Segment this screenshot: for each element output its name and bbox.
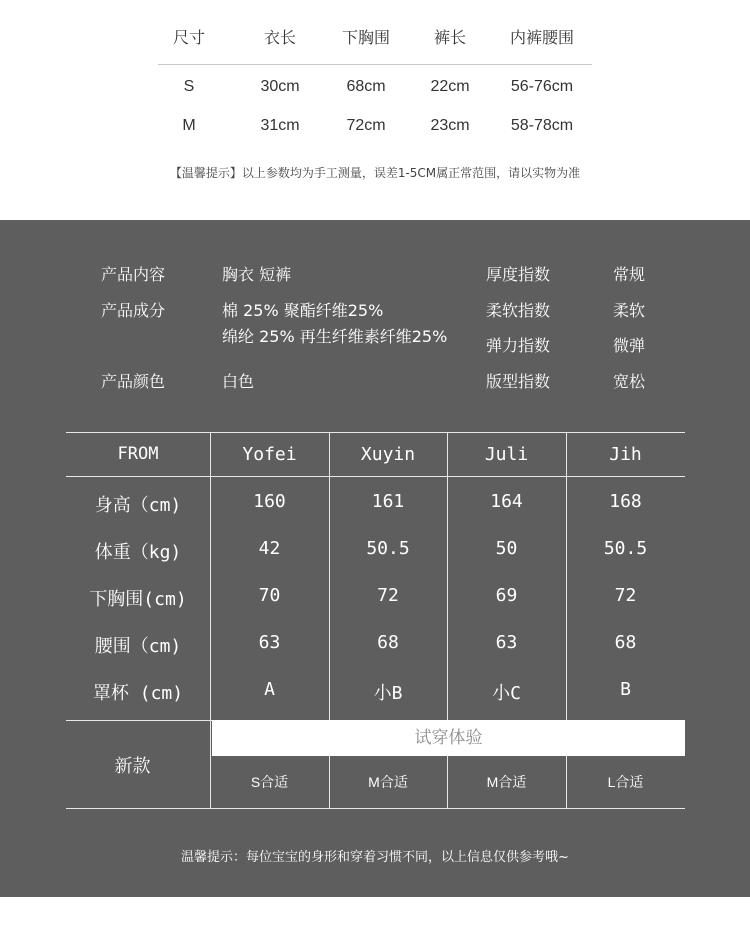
new-style-label: 新款 xyxy=(114,756,151,777)
size-cell: 58-78cm xyxy=(510,117,574,134)
fit-cell: S合适 xyxy=(250,774,289,790)
table-cell: 50 xyxy=(495,538,518,559)
composition-label: 产品成分 xyxy=(101,301,166,320)
fit-cell: L合适 xyxy=(607,774,644,790)
fit-type-value: 宽松 xyxy=(613,372,646,391)
table-cell: 50.5 xyxy=(603,538,648,559)
table-bottom-border xyxy=(66,808,685,809)
table-cell: B xyxy=(620,679,631,700)
table-header-border xyxy=(66,476,685,477)
table-column-border xyxy=(210,432,211,808)
size-cell: 68cm xyxy=(346,78,386,95)
table-cell: 164 xyxy=(490,491,523,512)
size-cell: 56-76cm xyxy=(510,78,574,95)
table-column-border xyxy=(447,432,448,721)
color-label: 产品颜色 xyxy=(101,372,166,391)
elasticity-label: 弹力指数 xyxy=(486,336,551,355)
table-cell: 161 xyxy=(371,491,405,512)
table-column-border xyxy=(566,432,567,721)
color-value: 白色 xyxy=(222,372,255,391)
size-cell: 23cm xyxy=(430,117,470,134)
row-label-height: 身高（cm) xyxy=(94,495,182,516)
size-header-cell: 内裤腰围 xyxy=(509,30,574,47)
size-cell: S xyxy=(183,78,195,95)
table-cell: 160 xyxy=(253,491,286,512)
size-header-cell: 尺寸 xyxy=(172,30,205,47)
header-cell-model: Yofei xyxy=(242,444,297,465)
table-cell: 63 xyxy=(258,632,281,653)
content-label: 产品内容 xyxy=(101,265,166,284)
table-cell: A xyxy=(264,679,275,700)
table-cell: 168 xyxy=(609,491,642,512)
table-top-border xyxy=(66,432,685,433)
table-cell: 72 xyxy=(377,585,399,606)
header-cell-from: FROM xyxy=(117,444,159,464)
size-cell: 22cm xyxy=(430,78,470,95)
table-section-border xyxy=(66,720,212,721)
size-cell: 72cm xyxy=(346,117,386,134)
table-cell: 72 xyxy=(614,585,637,606)
fit-type-label: 版型指数 xyxy=(486,372,551,391)
bottom-margin xyxy=(0,897,750,925)
size-header-cell: 衣长 xyxy=(263,30,296,47)
row-label-waist: 腰围（cm) xyxy=(94,636,182,657)
composition-line2: 绵纶 25% 再生纤维素纤维25% xyxy=(222,327,448,346)
size-table-row xyxy=(0,72,750,102)
table-cell: 63 xyxy=(495,632,518,653)
table-cell: 42 xyxy=(258,538,281,559)
thickness-label: 厚度指数 xyxy=(486,265,551,284)
composition-line1: 棉 25% 聚酯纤维25% xyxy=(222,301,384,320)
header-cell-model: Xuyin xyxy=(360,444,416,465)
table-cell: 70 xyxy=(258,585,281,606)
size-table-header xyxy=(0,24,750,54)
size-chart-section xyxy=(0,0,750,220)
fit-cell: M合适 xyxy=(486,774,527,790)
reference-notice: 温馨提示：每位宝宝的身形和穿着习惯不同，以上信息仅供参考哦~ xyxy=(181,850,569,865)
trial-experience-label: 试穿体验 xyxy=(414,728,483,748)
softness-label: 柔软指数 xyxy=(486,301,551,320)
size-cell: 31cm xyxy=(260,117,300,134)
table-cell: 68 xyxy=(377,632,399,653)
table-cell: 小C xyxy=(492,683,521,704)
size-table-row xyxy=(0,111,750,141)
table-column-border xyxy=(329,432,330,721)
table-cell: 68 xyxy=(614,632,637,653)
fit-cell: M合适 xyxy=(368,774,408,790)
content-value: 胸衣 短裤 xyxy=(222,265,292,284)
size-header-cell: 下胸围 xyxy=(341,30,390,47)
measurement-notice: 【温馨提示】以上参数均为手工测量，误差1-5CM属正常范围，请以实物为准 xyxy=(169,166,581,180)
table-cell: 69 xyxy=(495,585,518,606)
size-cell: M xyxy=(182,117,196,134)
row-label-underbust: 下胸围(cm) xyxy=(89,589,187,610)
header-cell-model: Juli xyxy=(484,444,529,465)
size-header-cell: 裤长 xyxy=(433,30,466,47)
size-cell: 30cm xyxy=(260,78,300,95)
row-label-cup: 罩杯 (cm) xyxy=(92,683,184,704)
table-cell: 50.5 xyxy=(366,538,410,559)
size-table-divider xyxy=(158,64,592,65)
elasticity-value: 微弹 xyxy=(613,336,646,355)
softness-value: 柔软 xyxy=(613,301,646,320)
header-cell-model: Jih xyxy=(609,444,642,465)
table-cell: 小B xyxy=(373,683,403,704)
thickness-value: 常规 xyxy=(613,265,646,284)
row-label-weight: 体重（kg) xyxy=(94,542,182,563)
